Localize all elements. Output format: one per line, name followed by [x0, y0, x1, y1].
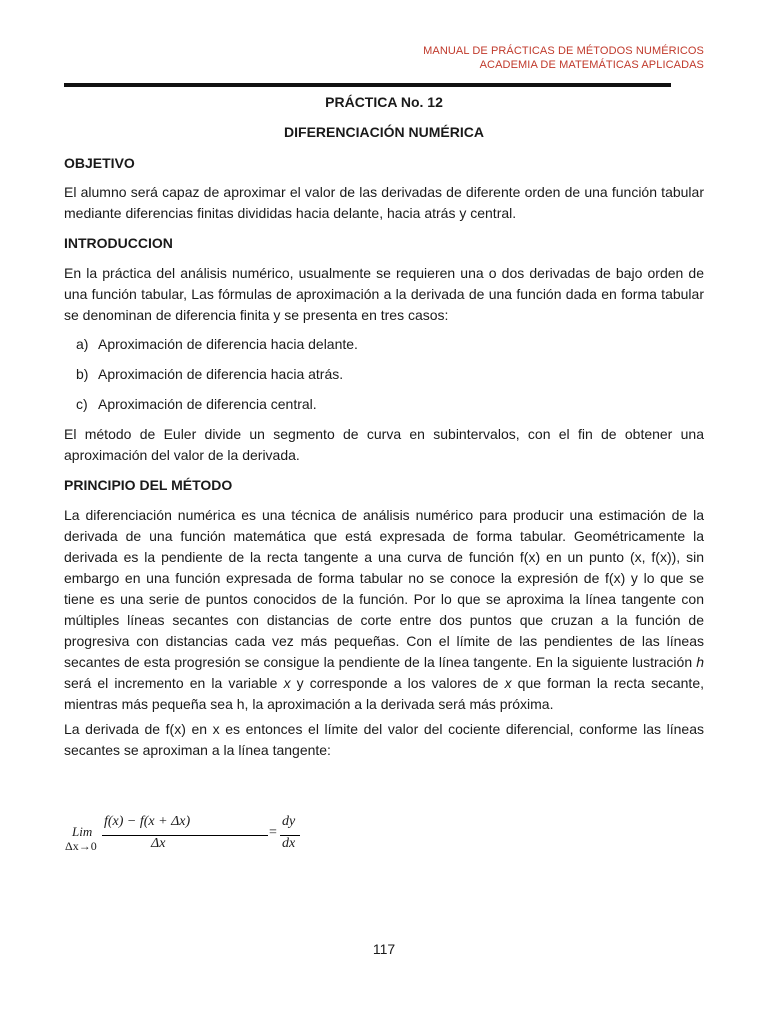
- list-marker: b): [76, 366, 89, 382]
- list-marker: c): [76, 396, 88, 412]
- practice-subtitle: DIFERENCIACIÓN NUMÉRICA: [284, 124, 484, 140]
- list-item-text: Aproximación de diferencia hacia delante.: [98, 336, 358, 352]
- formula-dx: dx: [282, 836, 296, 851]
- introduccion-text: En la práctica del análisis numérico, usualmente se requieren una o dos derivadas de bajo orden de una función tabular, Las fórmulas de aproximación a la derivada de una función dada en forma tabular se denominan de diferencia finita y se presenta en tres casos:: [64, 265, 704, 323]
- limit-subscript: Δx→0: [65, 839, 97, 853]
- list-item: [64, 394, 704, 415]
- header-line-2: ACADEMIA DE MATEMÁTICAS APLICADAS: [479, 59, 704, 71]
- list-item: [64, 334, 704, 355]
- document-header: [423, 44, 704, 72]
- objetivo-heading: OBJETIVO: [64, 155, 135, 171]
- header-rule: [64, 83, 671, 87]
- formula-dy: dy: [282, 814, 296, 829]
- list-item-text: Aproximación de diferencia central.: [98, 396, 317, 412]
- principio-text: La diferenciación numérica es una técnica de análisis numérico para producir una estimación de la derivada de una función matemática que está expresada de forma tabular. Geométricamente la derivada es la pendiente de la recta tangente a una curva de función f(x) en un punto (x, f(x)), sin embargo en una función expresada de forma tabular no se conoce la expresión de f(x) y lo que se tiene es una serie de puntos conocidos de la función. Por lo que se aproxima la línea tangente con múltiples líneas secantes con distancias de corte entre dos puntos que cruzan a la función de progresiva con distancias cada vez más pequeñas. Con el límite de las pendientes de las líneas secantes de esta progresión se consigue la pendiente de la línea tangente. En la siguiente lustración h será el incremento en la variable x y corresponde a los valores de x que forman la recta secante, mientras más pequeña sea h, la aproximación a la derivada será más próxima.: [64, 507, 704, 712]
- cases-list: [64, 334, 704, 415]
- practice-title: PRÁCTICA No. 12: [325, 94, 443, 110]
- euler-text: El método de Euler divide un segmento de curva en subintervalos, con el fin de obtener una aproximación del valor de la derivada.: [64, 426, 704, 463]
- list-item: [64, 364, 704, 385]
- objetivo-text: El alumno será capaz de aproximar el valor de las derivadas de diferente orden de una función tabular mediante diferencias finitas divididas hacia delante, hacia atrás y central.: [64, 184, 704, 221]
- page-content: [64, 88, 704, 761]
- principio-heading: PRINCIPIO DEL MÉTODO: [64, 477, 233, 493]
- limit-label: Lim: [72, 824, 93, 839]
- list-item-text: Aproximación de diferencia hacia atrás.: [98, 366, 344, 382]
- derivada-text: La derivada de f(x) en x es entonces el límite del valor del cociente diferencial, conforme las líneas secantes se aproximan a la línea tangente:: [64, 721, 704, 758]
- page-number: 117: [372, 941, 396, 957]
- header-line-1: MANUAL DE PRÁCTICAS DE MÉTODOS NUMÉRICOS: [423, 45, 704, 57]
- equals-sign: =: [269, 825, 277, 840]
- introduccion-heading: INTRODUCCION: [64, 235, 173, 251]
- list-marker: a): [76, 336, 89, 352]
- derivative-formula: [64, 812, 296, 860]
- fraction-bar: [102, 835, 268, 836]
- formula-denominator: Δx: [151, 836, 166, 851]
- formula-numerator: f(x) − f(x + Δx): [104, 814, 191, 829]
